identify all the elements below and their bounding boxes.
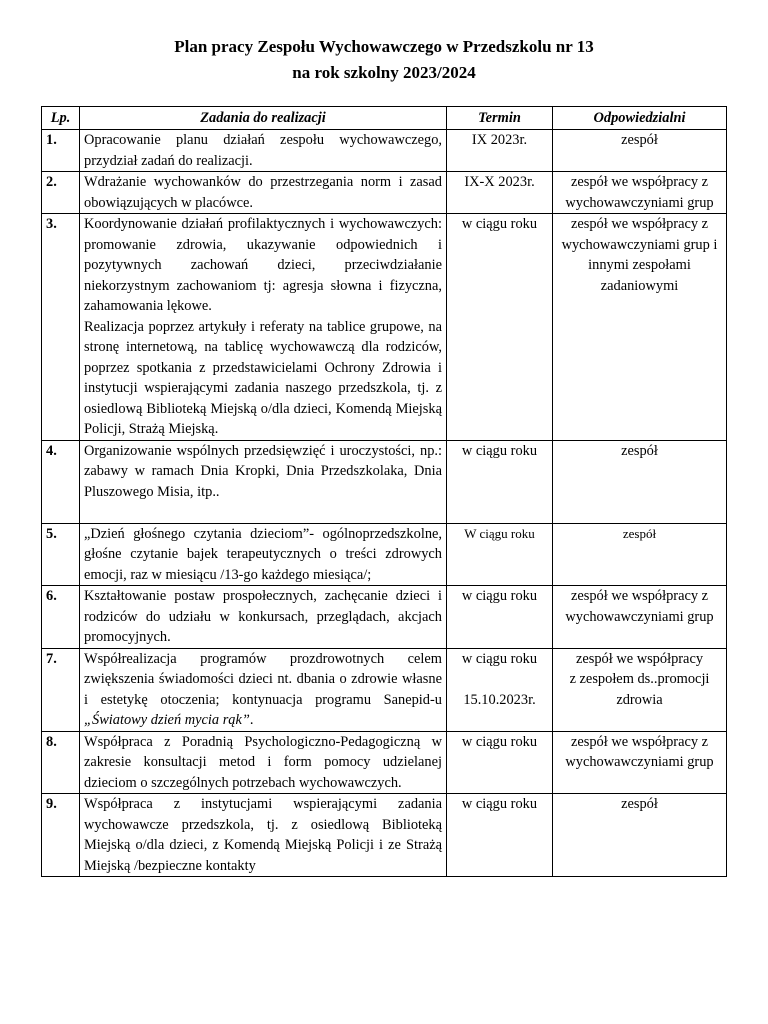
header-term: Termin: [447, 107, 553, 130]
term-cell: w ciągu roku: [447, 794, 553, 877]
table-row: [42, 440, 727, 523]
row-number: 2.: [42, 172, 80, 214]
task-cell: „Dzień głośnego czytania dzieciom”- ogólnoprzedszkolne, głośne czytanie bajek terapeutycznych o treści zdrowych emocji, raz w miesiącu /13-go każdego miesiąca/;: [80, 523, 447, 586]
term-cell: w ciągu roku: [447, 731, 553, 794]
responsible-cell: zespół: [553, 523, 727, 586]
table-row: [42, 794, 727, 877]
term-cell: W ciągu roku: [447, 523, 553, 586]
task-text: Koordynowanie działań profilaktycznych i wychowawczych: promowanie zdrowia, ukazywanie odpowiednich i pozytywnych zachowań dzieci, przeciwdziałanie niekorzystnym zachowaniom tj: agresja słowna i fizyczna, zahamowania lękowe.: [84, 216, 442, 314]
term-text: w ciągu roku: [461, 650, 538, 667]
task-cell: [80, 214, 447, 441]
table-row: [42, 172, 727, 214]
table-row: [42, 130, 727, 172]
header-task: Zadania do realizacji: [80, 107, 447, 130]
term-cell: w ciągu roku: [447, 586, 553, 649]
task-cell: [80, 648, 447, 731]
header-lp: Lp.: [42, 107, 80, 130]
responsible-cell: [553, 648, 727, 731]
task-cell: Opracowanie planu działań zespołu wychowawczego, przydział zadań do realizacji.: [80, 130, 447, 172]
responsible-cell: zespół we współpracy z wychowawczyniami grup i innymi zespołami zadaniowymi: [553, 214, 727, 441]
row-number: 1.: [42, 130, 80, 172]
title-line-1: Plan pracy Zespołu Wychowawczego w Przedszkolu nr 13: [174, 37, 594, 56]
row-number: 6.: [42, 586, 80, 649]
table-row: [42, 648, 727, 731]
term-cell: w ciągu roku: [447, 214, 553, 441]
row-number: 3.: [42, 214, 80, 441]
task-cell: [80, 440, 447, 523]
blank-line: [451, 669, 548, 690]
responsible-cell: zespół we współpracy z wychowawczyniami grup: [553, 586, 727, 649]
task-text-end: .: [249, 712, 254, 728]
responsible-cell: zespół: [553, 440, 727, 523]
header-resp: Odpowiedzialni: [553, 107, 727, 130]
title-line-2: na rok szkolny 2023/2024: [292, 63, 476, 82]
blank-line: [84, 502, 442, 523]
program-name: „Światowy dzień mycia rąk”: [84, 712, 250, 728]
task-cell: Współpraca z instytucjami wspierającymi zadania wychowawcze przedszkola, tj. z osiedlową Biblioteką Miejską o/dla dzieci, z Komendą Miejską Policji i ze Strażą Miejską /bezpieczne kontakty: [80, 794, 447, 877]
term-cell: [447, 648, 553, 731]
table-row: [42, 731, 727, 794]
task-cell: Współpraca z Poradnią Psychologiczno-Pedagogiczną w zakresie konsultacji metod i form pomocy udzielanej dzieciom o szczególnych potrzebach wychowawczych.: [80, 731, 447, 794]
row-number: 4.: [42, 440, 80, 523]
responsible-cell: zespół: [553, 794, 727, 877]
task-cell: Wdrażanie wychowanków do przestrzegania norm i zasad obowiązujących w placówce.: [80, 172, 447, 214]
responsible-cell: zespół we współpracy z wychowawczyniami grup: [553, 731, 727, 794]
responsible-line-1: zespół we współpracy: [575, 650, 704, 667]
page-title: [0, 34, 768, 86]
task-text: Współrealizacja programów prozdrowotnych celem zwiększenia świadomości dzieci nt. dbania o zdrowie własne i estetykę otoczenia; kontynuacja programu Sanepid-u: [84, 650, 442, 708]
task-text-realization: Realizacja poprzez artykuły i referaty na tablice grupowe, na stronę internetową, na tablicę wychowawczą dla rodziców, poprzez spotkania z przedstawicielami Ochrony Zdrowia i instytucji wspierającymi zadania naszego przedszkola, tj. z osiedlową Biblioteką Miejską o/dla dzieci, Komendą Miejską Policji, Strażą Miejską.: [84, 318, 442, 437]
task-cell: Kształtowanie postaw prospołecznych, zachęcanie dzieci i rodziców do udziału w konkursach, przeglądach, akcjach promocyjnych.: [80, 586, 447, 649]
term-cell: IX 2023r.: [447, 130, 553, 172]
row-number: 7.: [42, 648, 80, 731]
term-cell: IX-X 2023r.: [447, 172, 553, 214]
task-text: Organizowanie wspólnych przedsięwzięć i uroczystości, np.: zabawy w ramach Dnia Kropki, Dnia Przedszkolaka, Dnia Pluszowego Misia, itp..: [84, 442, 442, 500]
work-plan-table: [41, 106, 727, 877]
table-row: [42, 214, 727, 441]
table-header-row: [42, 107, 727, 130]
table-row: [42, 586, 727, 649]
responsible-line-2: z zespołem ds..promocji zdrowia: [569, 671, 710, 708]
term-date: 15.10.2023r.: [463, 691, 536, 708]
responsible-cell: zespół we współpracy z wychowawczyniami grup: [553, 172, 727, 214]
responsible-cell: zespół: [553, 130, 727, 172]
term-cell: w ciągu roku: [447, 440, 553, 523]
row-number: 5.: [42, 523, 80, 586]
table-row: [42, 523, 727, 586]
row-number: 9.: [42, 794, 80, 877]
row-number: 8.: [42, 731, 80, 794]
